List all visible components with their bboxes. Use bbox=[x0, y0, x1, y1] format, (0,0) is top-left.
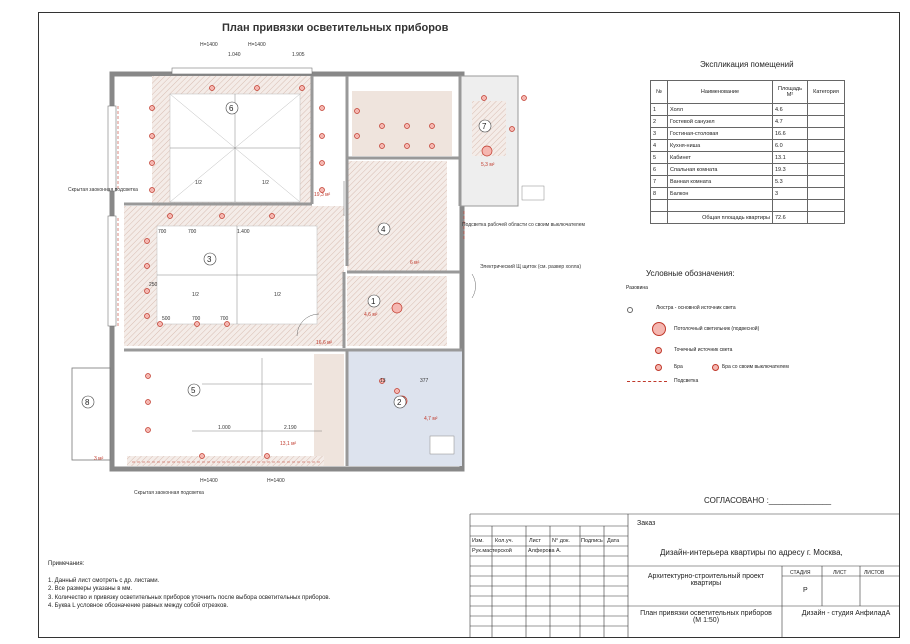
label-hidden-left: Скрытая заоконная подсветка bbox=[68, 187, 138, 193]
room-number-2: 2 bbox=[397, 398, 402, 407]
col-name: Наименование bbox=[668, 81, 773, 104]
table-row: 1 Холл 4.6 bbox=[651, 104, 845, 116]
legend-title: Условные обозначения: bbox=[646, 269, 735, 278]
dim-half-a: 1/2 bbox=[195, 180, 202, 186]
table-row: 5 Кабинет 13.1 bbox=[651, 152, 845, 164]
dim-h1400-b: H=1400 bbox=[248, 42, 266, 48]
stamp-role: Рук.мастерской bbox=[472, 548, 512, 554]
room-area-1: 4,6 м² bbox=[364, 312, 378, 318]
table-row bbox=[651, 200, 845, 212]
room-number-1: 1 bbox=[371, 297, 376, 306]
explication-title: Экспликация помещений bbox=[700, 60, 794, 69]
stamp-order: Заказ bbox=[637, 520, 656, 527]
table-row: 6 Спальная комната 19.3 bbox=[651, 164, 845, 176]
room-4 bbox=[347, 161, 447, 271]
floor-plan bbox=[52, 36, 585, 506]
legend-chandelier-icon bbox=[627, 307, 633, 313]
note-item: 1. Данный лист смотреть с др. листами. bbox=[48, 577, 160, 584]
legend-sconce: Бра bbox=[674, 364, 683, 370]
legend-socket: Разовина bbox=[626, 285, 648, 291]
room-area-2: 4,7 м² bbox=[424, 416, 438, 422]
room-area-7: 5,3 м² bbox=[481, 162, 495, 168]
room-8-balcony bbox=[72, 368, 110, 460]
table-total-row: Общая площадь квартиры 72.6 bbox=[651, 212, 845, 224]
dim-700-d: 700 bbox=[220, 316, 229, 322]
note-item: 3. Количество и привязку осветительных приборов уточнить после выбора осветительных приборов. bbox=[48, 594, 331, 601]
table-row: 3 Гостиная-столовая 16.6 bbox=[651, 128, 845, 140]
legend-backlight-icon bbox=[627, 381, 667, 382]
room-5 bbox=[124, 354, 324, 466]
dim-1400: 1.400 bbox=[237, 229, 250, 235]
notes bbox=[48, 560, 330, 611]
legend-spot: Точечный источник света bbox=[674, 347, 733, 353]
legend-ceiling-light-icon bbox=[652, 322, 666, 336]
dim-500: 500 bbox=[162, 316, 171, 322]
label-workarea: Подсветка рабочей области со своим выключателем bbox=[462, 222, 585, 228]
dim-2190: 2.190 bbox=[284, 425, 297, 431]
stamp-sheets-label: ЛИСТОВ bbox=[864, 570, 885, 576]
dim-13: 13 bbox=[380, 378, 386, 384]
table-row: 7 Ванная комната 5.3 bbox=[651, 176, 845, 188]
legend-backlight: Подсветка bbox=[674, 378, 699, 384]
stamp-col-list: Лист bbox=[529, 538, 541, 544]
table-row: 4 Кухня-ниша 6.0 bbox=[651, 140, 845, 152]
room-area-3: 16,6 м² bbox=[316, 340, 333, 346]
note-item: 4. Буква L условное обозначение равных между собой отрезков. bbox=[48, 603, 229, 609]
dim-700-b: 700 bbox=[188, 229, 197, 235]
dim-h1400-c: H=1400 bbox=[200, 478, 218, 484]
stamp-person: Алферова А. bbox=[528, 548, 562, 554]
stamp-project: Дизайн-интерьера квартиры по адресу г. Москва, bbox=[660, 548, 843, 557]
corridor bbox=[352, 91, 452, 156]
table-row: 2 Гостевой санузел 4.7 bbox=[651, 116, 845, 128]
table-row: 8 Балкон 3 bbox=[651, 188, 845, 200]
legend-sconce-icon bbox=[655, 364, 662, 371]
dim-1000: 1.000 bbox=[218, 425, 231, 431]
dim-250: 250 bbox=[149, 282, 158, 288]
legend-chandelier: Люстра - основной источник света bbox=[656, 305, 736, 311]
col-area: Площадь М² bbox=[773, 81, 808, 104]
label-panel: Электрический Щ щиток (см. развер холла) bbox=[480, 264, 581, 270]
dim-377: 377 bbox=[420, 378, 429, 384]
stamp-col-doc: N° док. bbox=[552, 538, 570, 544]
room-number-4: 4 bbox=[381, 225, 386, 234]
dim-half-d: 1/2 bbox=[274, 292, 281, 298]
explication-table bbox=[650, 80, 845, 224]
legend-sconce-switch-icon bbox=[712, 364, 719, 371]
legend-ceiling-light: Потолочный светильник (подвесной) bbox=[674, 326, 760, 332]
label-hidden-bottom: Скрытая заоконная подсветка bbox=[134, 490, 204, 496]
dim-half-c: 1/2 bbox=[192, 292, 199, 298]
dim-h1400-a: H=1400 bbox=[200, 42, 218, 48]
room-area-5: 13,1 м² bbox=[280, 441, 297, 447]
stamp-col-date: Дата bbox=[607, 538, 620, 544]
note-item: 2. Все размеры указаны в мм. bbox=[48, 586, 132, 592]
approved-line: СОГЛАСОВАНО :______________ bbox=[704, 496, 832, 505]
stamp-sheet-title: План привязки осветительных приборов (М 1:50) bbox=[640, 610, 772, 624]
stamp-sheet-label: ЛИСТ bbox=[833, 570, 847, 576]
room-area-6: 19,3 м² bbox=[314, 192, 331, 198]
stamp-studio: Дизайн - студия АнфиладА bbox=[801, 610, 891, 617]
stamp-stage-label: СТАДИЯ bbox=[790, 570, 811, 576]
dim-1905: 1.905 bbox=[292, 52, 305, 58]
dim-700-a: 700 bbox=[158, 229, 167, 235]
room-number-7: 7 bbox=[482, 122, 487, 131]
room-area-8: 3 м² bbox=[94, 456, 104, 462]
room-number-6: 6 bbox=[229, 104, 234, 113]
room-number-3: 3 bbox=[207, 255, 212, 264]
stamp-col-izm: Изм. bbox=[472, 538, 484, 544]
legend-spot-icon bbox=[655, 347, 662, 354]
legend-sconce-switch: Бра со своим выключателем bbox=[722, 364, 789, 370]
dim-700-c: 700 bbox=[192, 316, 201, 322]
col-category: Категория bbox=[808, 81, 845, 104]
stamp-stage: Р bbox=[803, 587, 808, 594]
col-num: № bbox=[651, 81, 668, 104]
stamp-section: Архитектурно-строительный проект квартиры bbox=[647, 573, 765, 587]
dim-half-b: 1/2 bbox=[262, 180, 269, 186]
dim-1040: 1.040 bbox=[228, 52, 241, 58]
sheet-title: План привязки осветительных приборов bbox=[222, 22, 449, 34]
room-number-8: 8 bbox=[85, 398, 90, 407]
dim-h1400-d: H=1400 bbox=[267, 478, 285, 484]
stamp-col-sign: Подпись bbox=[581, 538, 603, 544]
room-number-5: 5 bbox=[191, 386, 196, 395]
stamp-col-kol: Кол.уч. bbox=[495, 538, 514, 544]
notes-title: Примечания: bbox=[48, 561, 85, 567]
room-area-4: 6 м² bbox=[410, 260, 420, 266]
